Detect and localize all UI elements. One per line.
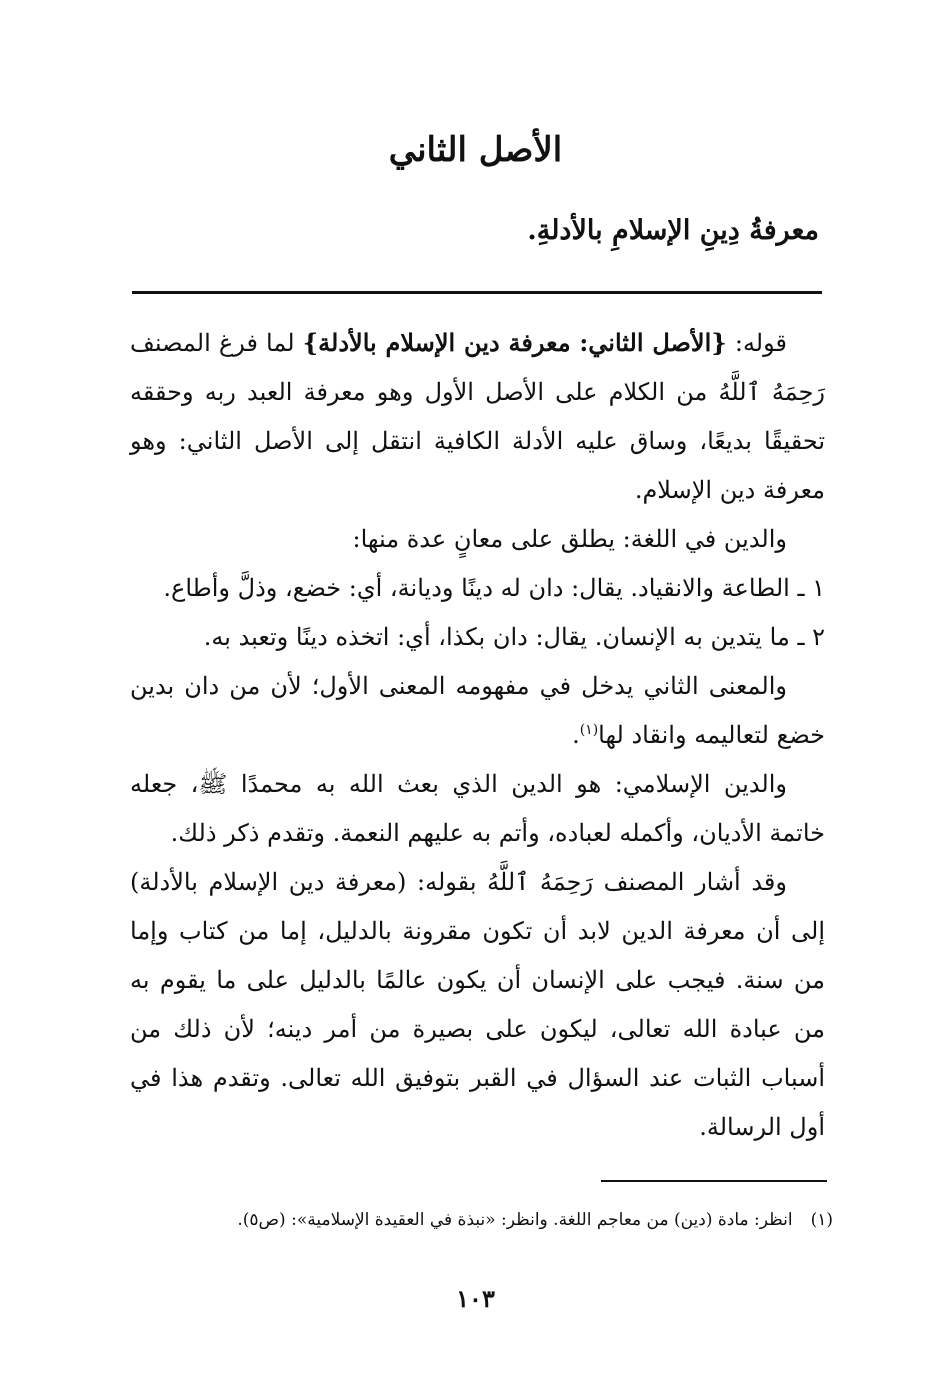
quote-intro: قوله: — [726, 329, 787, 357]
paragraph-1-text: لما فرغ المصنف رَحِمَهُ ٱللَّهُ من الكلام على الأصل الأول وهو معرفة العبد ربه وحققه تحقيقًا بديعًا، وساق عليه الأدلة الكافية انتقل إلى الأصل الثاني: وهو معرفة دين الإسلام. — [130, 329, 825, 504]
header-divider — [132, 291, 822, 294]
chapter-title: الأصل الثاني — [388, 130, 563, 170]
footnote — [132, 1208, 833, 1234]
list-item-1: ١ ـ الطاعة والانقياد. يقال: دان له دينًا وديانة، أي: خضع، وذلَّ وأطاع. — [163, 574, 825, 602]
list-item-2: ٢ ـ ما يتدين به الإنسان. يقال: دان بكذا، أي: اتخذه دينًا وتعبد به. — [203, 623, 825, 651]
paragraph-3-text: والمعنى الثاني يدخل في مفهومه المعنى الأول؛ لأن من دان بدين خضع لتعاليمه وانقاد لها — [130, 672, 825, 749]
paragraph-4: والدين الإسلامي: هو الدين الذي بعث الله به محمدًا ﷺ، جعله خاتمة الأديان، وأكمله لعباده، وأتم به عليهم النعمة. وتقدم ذكر ذلك. — [130, 770, 825, 847]
commentary-body — [130, 318, 825, 1152]
footnote-text: انظر: مادة (دين) من معاجم اللغة. وانظر: «نبذة في العقيدة الإسلامية»: (ص٥). — [237, 1210, 793, 1230]
quoted-matn: {الأصل الثاني: معرفة دين الإسلام بالأدلة} — [302, 328, 727, 357]
footnote-number: (١) — [810, 1210, 833, 1230]
page-number: ١٠٣ — [456, 1284, 495, 1313]
paragraph-1 — [130, 318, 825, 515]
paragraph-5: وقد أشار المصنف رَحِمَهُ ٱللَّهُ بقوله: (معرفة دين الإسلام بالأدلة) إلى أن معرفة الدين لابد أن تكون مقرونة بالدليل، إما من كتاب وإما من سنة. فيجب على الإنسان أن يكون عالمًا بالدليل على ما يقوم به من عبادة الله تعالى، ليكون على بصيرة من أمر دينه؛ لأن ذلك من أسباب الثبات عند السؤال في القبر بتوفيق الله تعالى. وتقدم هذا في أول الرسالة. — [130, 868, 825, 1141]
chapter-matn: معرفةُ دِينِ الإسلامِ بالأدلةِ. — [527, 215, 819, 246]
paragraph-3-end: . — [572, 721, 580, 749]
paragraph-3 — [130, 662, 825, 760]
paragraph-2: والدين في اللغة: يطلق على معانٍ عدة منها: — [352, 525, 787, 553]
footnote-divider — [601, 1180, 827, 1182]
footnote-reference: (١) — [579, 722, 599, 738]
